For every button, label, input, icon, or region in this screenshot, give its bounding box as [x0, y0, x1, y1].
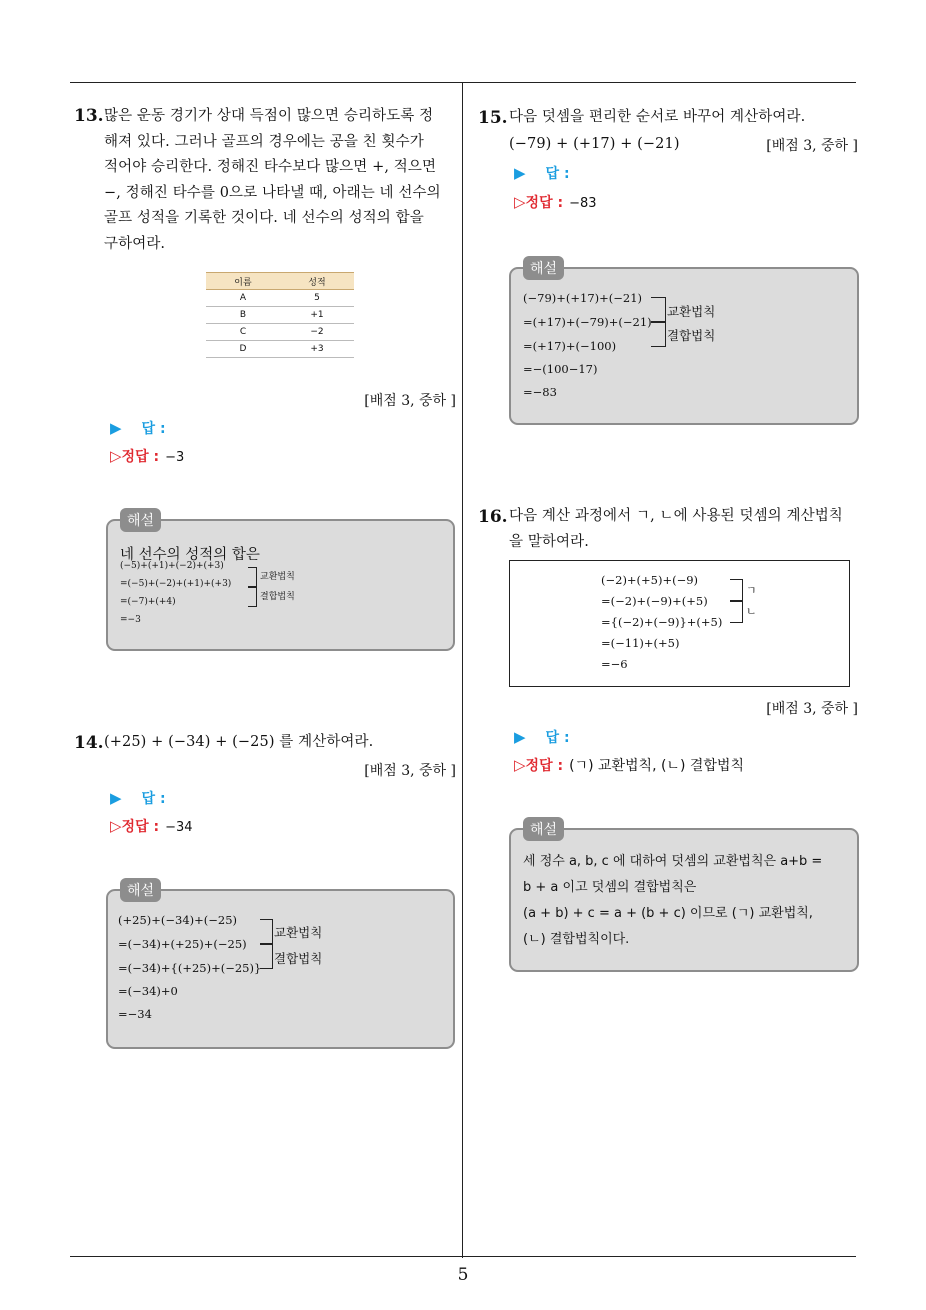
q13-solution-box [106, 513, 455, 651]
q13-line: −, 정해진 타수를 0으로 나타낼 때, 아래는 네 선수의 [104, 184, 441, 201]
solution-line: =(−34)+0 [118, 984, 178, 998]
top-rule [70, 82, 856, 83]
q13-line: 골프 성적을 기록한 것이다. 네 선수의 성적의 합을 [104, 210, 424, 226]
calc-line: (−2)+(+5)+(−9) [601, 573, 699, 587]
golf-score-table [206, 272, 354, 358]
q15-expression: (−79) + (+17) + (−21) [509, 136, 680, 152]
hollow-triangle-icon: ▷ [514, 193, 526, 211]
q13-answer-row [110, 418, 166, 438]
solution-line: =−83 [523, 385, 557, 399]
solution-line: =−3 [120, 615, 141, 625]
law-bracket [651, 321, 666, 347]
solution-line: =(+17)+(−79)+(−21) [523, 315, 652, 329]
q13-line: 구하여라. [104, 235, 166, 252]
solution-line: (+25)+(−34)+(−25) [118, 913, 237, 927]
solution-line: 세 정수 a, b, c 에 대하여 덧셈의 교환법칙은 a+b = [523, 854, 823, 869]
law-label: 결합법칙 [274, 951, 323, 966]
hollow-triangle-icon: ▷ [514, 756, 526, 774]
solution-line: =(−34)+(+25)+(−25) [118, 937, 247, 951]
calc-line: =(−11)+(+5) [601, 636, 680, 650]
solution-line: (−79)+(+17)+(−21) [523, 291, 642, 305]
q13-meta: [배점 3, 중하 ] [364, 393, 456, 409]
hollow-triangle-icon: ▷ [110, 817, 122, 835]
hollow-triangle-icon: ▷ [110, 447, 122, 465]
table-cell: C [206, 324, 280, 341]
correct-label: 정답 : [525, 195, 564, 211]
solution-title: 네 선수의 성적의 합은 [120, 547, 260, 563]
law-bracket [260, 919, 273, 945]
solution-line: (−5)+(+1)+(−2)+(+3) [120, 561, 224, 571]
play-icon: ▶ [514, 728, 526, 746]
correct-value: −3 [165, 450, 185, 465]
correct-label: 정답 : [525, 758, 564, 774]
correct-value: (ㄱ) 교환법칙, (ㄴ) 결합법칙 [569, 758, 744, 774]
q16-text [509, 504, 859, 555]
solution-line: (ㄴ) 결합법칙이다. [523, 932, 630, 947]
page-number: 5 [457, 1265, 469, 1285]
play-icon: ▶ [514, 164, 526, 182]
q16-number: 16. [478, 507, 508, 527]
q14-meta: [배점 3, 중하 ] [364, 763, 456, 779]
solution-tab: 해설 [120, 878, 161, 902]
table-cell: A [206, 290, 280, 307]
q15-solution-box [509, 261, 859, 425]
law-bracket [260, 943, 273, 969]
table-row [206, 324, 354, 341]
correct-label: 정답 : [121, 819, 160, 835]
q14-correct-row [110, 816, 193, 836]
table-cell: −2 [280, 324, 354, 341]
q14-number: 14. [74, 733, 104, 753]
q15-text: 다음 덧셈을 편리한 순서로 바꾸어 계산하여라. [509, 109, 806, 125]
calc-line: =−6 [601, 657, 628, 671]
law-label: 교환법칙 [260, 572, 295, 582]
correct-value: −83 [569, 196, 597, 211]
q13-line: 적어야 승리한다. 정해진 타수보다 많으면 +, 적으면 [104, 159, 437, 175]
answer-label: 답 : [545, 166, 570, 182]
solution-line: (a + b) + c = a + (b + c) 이므로 (ㄱ) 교환법칙, [523, 906, 813, 921]
law-bracket [248, 567, 257, 588]
answer-label: 답 : [141, 791, 166, 807]
q16-line: 다음 계산 과정에서 ㄱ, ㄴ에 사용된 덧셈의 계산법칙 [509, 508, 843, 524]
law-bracket [730, 579, 743, 602]
q16-solution-box [509, 822, 859, 972]
calc-line: ={(−2)+(−9)}+(+5) [601, 615, 723, 629]
correct-value: −34 [165, 820, 193, 835]
play-icon: ▶ [110, 789, 122, 807]
law-bracket [730, 600, 743, 623]
q13-text [104, 104, 456, 257]
calc-line: =(−2)+(−9)+(+5) [601, 594, 708, 608]
solution-line: =(−34)+{(+25)+(−25)} [118, 961, 262, 975]
q13-number: 13. [74, 106, 104, 126]
solution-tab: 해설 [523, 817, 564, 841]
law-label: 결합법칙 [667, 328, 716, 343]
q16-line: 을 말하여라. [509, 533, 589, 550]
law-label: 교환법칙 [667, 304, 716, 319]
solution-line: =(+17)+(−100) [523, 339, 617, 353]
table-cell: +1 [280, 307, 354, 324]
table-header: 성적 [280, 273, 354, 290]
q15-correct-row [514, 192, 597, 212]
calc-mark: ㄴ [746, 605, 757, 618]
q16-calculation-box [509, 560, 850, 687]
q15-answer-row [514, 163, 570, 183]
law-label: 교환법칙 [274, 925, 323, 940]
solution-line: =−34 [118, 1007, 152, 1021]
table-cell: +3 [280, 341, 354, 358]
q16-meta: [배점 3, 중하 ] [766, 701, 858, 717]
q14-solution-box [106, 883, 455, 1049]
q16-correct-row [514, 755, 744, 775]
table-cell: 5 [280, 290, 354, 307]
column-divider [462, 82, 463, 1258]
table-row [206, 307, 354, 324]
table-cell: D [206, 341, 280, 358]
table-header: 이름 [206, 273, 280, 290]
bottom-rule [70, 1256, 856, 1257]
q13-line: 해져 있다. 그러나 골프의 경우에는 공을 친 횟수가 [104, 133, 424, 150]
solution-line: b + a 이고 덧셈의 결합법칙은 [523, 880, 697, 895]
q13-line: 많은 운동 경기가 상대 득점이 많으면 승리하도록 정 [104, 108, 434, 124]
law-bracket [248, 586, 257, 607]
table-row [206, 290, 354, 307]
correct-label: 정답 : [121, 449, 160, 465]
answer-label: 답 : [545, 730, 570, 746]
calc-mark: ㄱ [746, 584, 757, 597]
table-header-row [206, 273, 354, 290]
q16-answer-row [514, 727, 570, 747]
q14-answer-row [110, 788, 166, 808]
table-row [206, 341, 354, 358]
q13-correct-row [110, 446, 184, 466]
q15-meta: [배점 3, 중하 ] [766, 138, 858, 154]
q14-text: (+25) + (−34) + (−25) 를 계산하여라. [104, 734, 374, 750]
solution-line: =(−5)+(−2)+(+1)+(+3) [120, 579, 232, 589]
answer-label: 답 : [141, 421, 166, 437]
solution-line: =(−7)+(+4) [120, 597, 176, 607]
law-label: 결합법칙 [260, 592, 295, 602]
solution-line: =−(100−17) [523, 362, 598, 376]
solution-tab: 해설 [120, 508, 161, 532]
solution-tab: 해설 [523, 256, 564, 280]
play-icon: ▶ [110, 419, 122, 437]
table-cell: B [206, 307, 280, 324]
law-bracket [651, 297, 666, 323]
q15-number: 15. [478, 108, 508, 128]
